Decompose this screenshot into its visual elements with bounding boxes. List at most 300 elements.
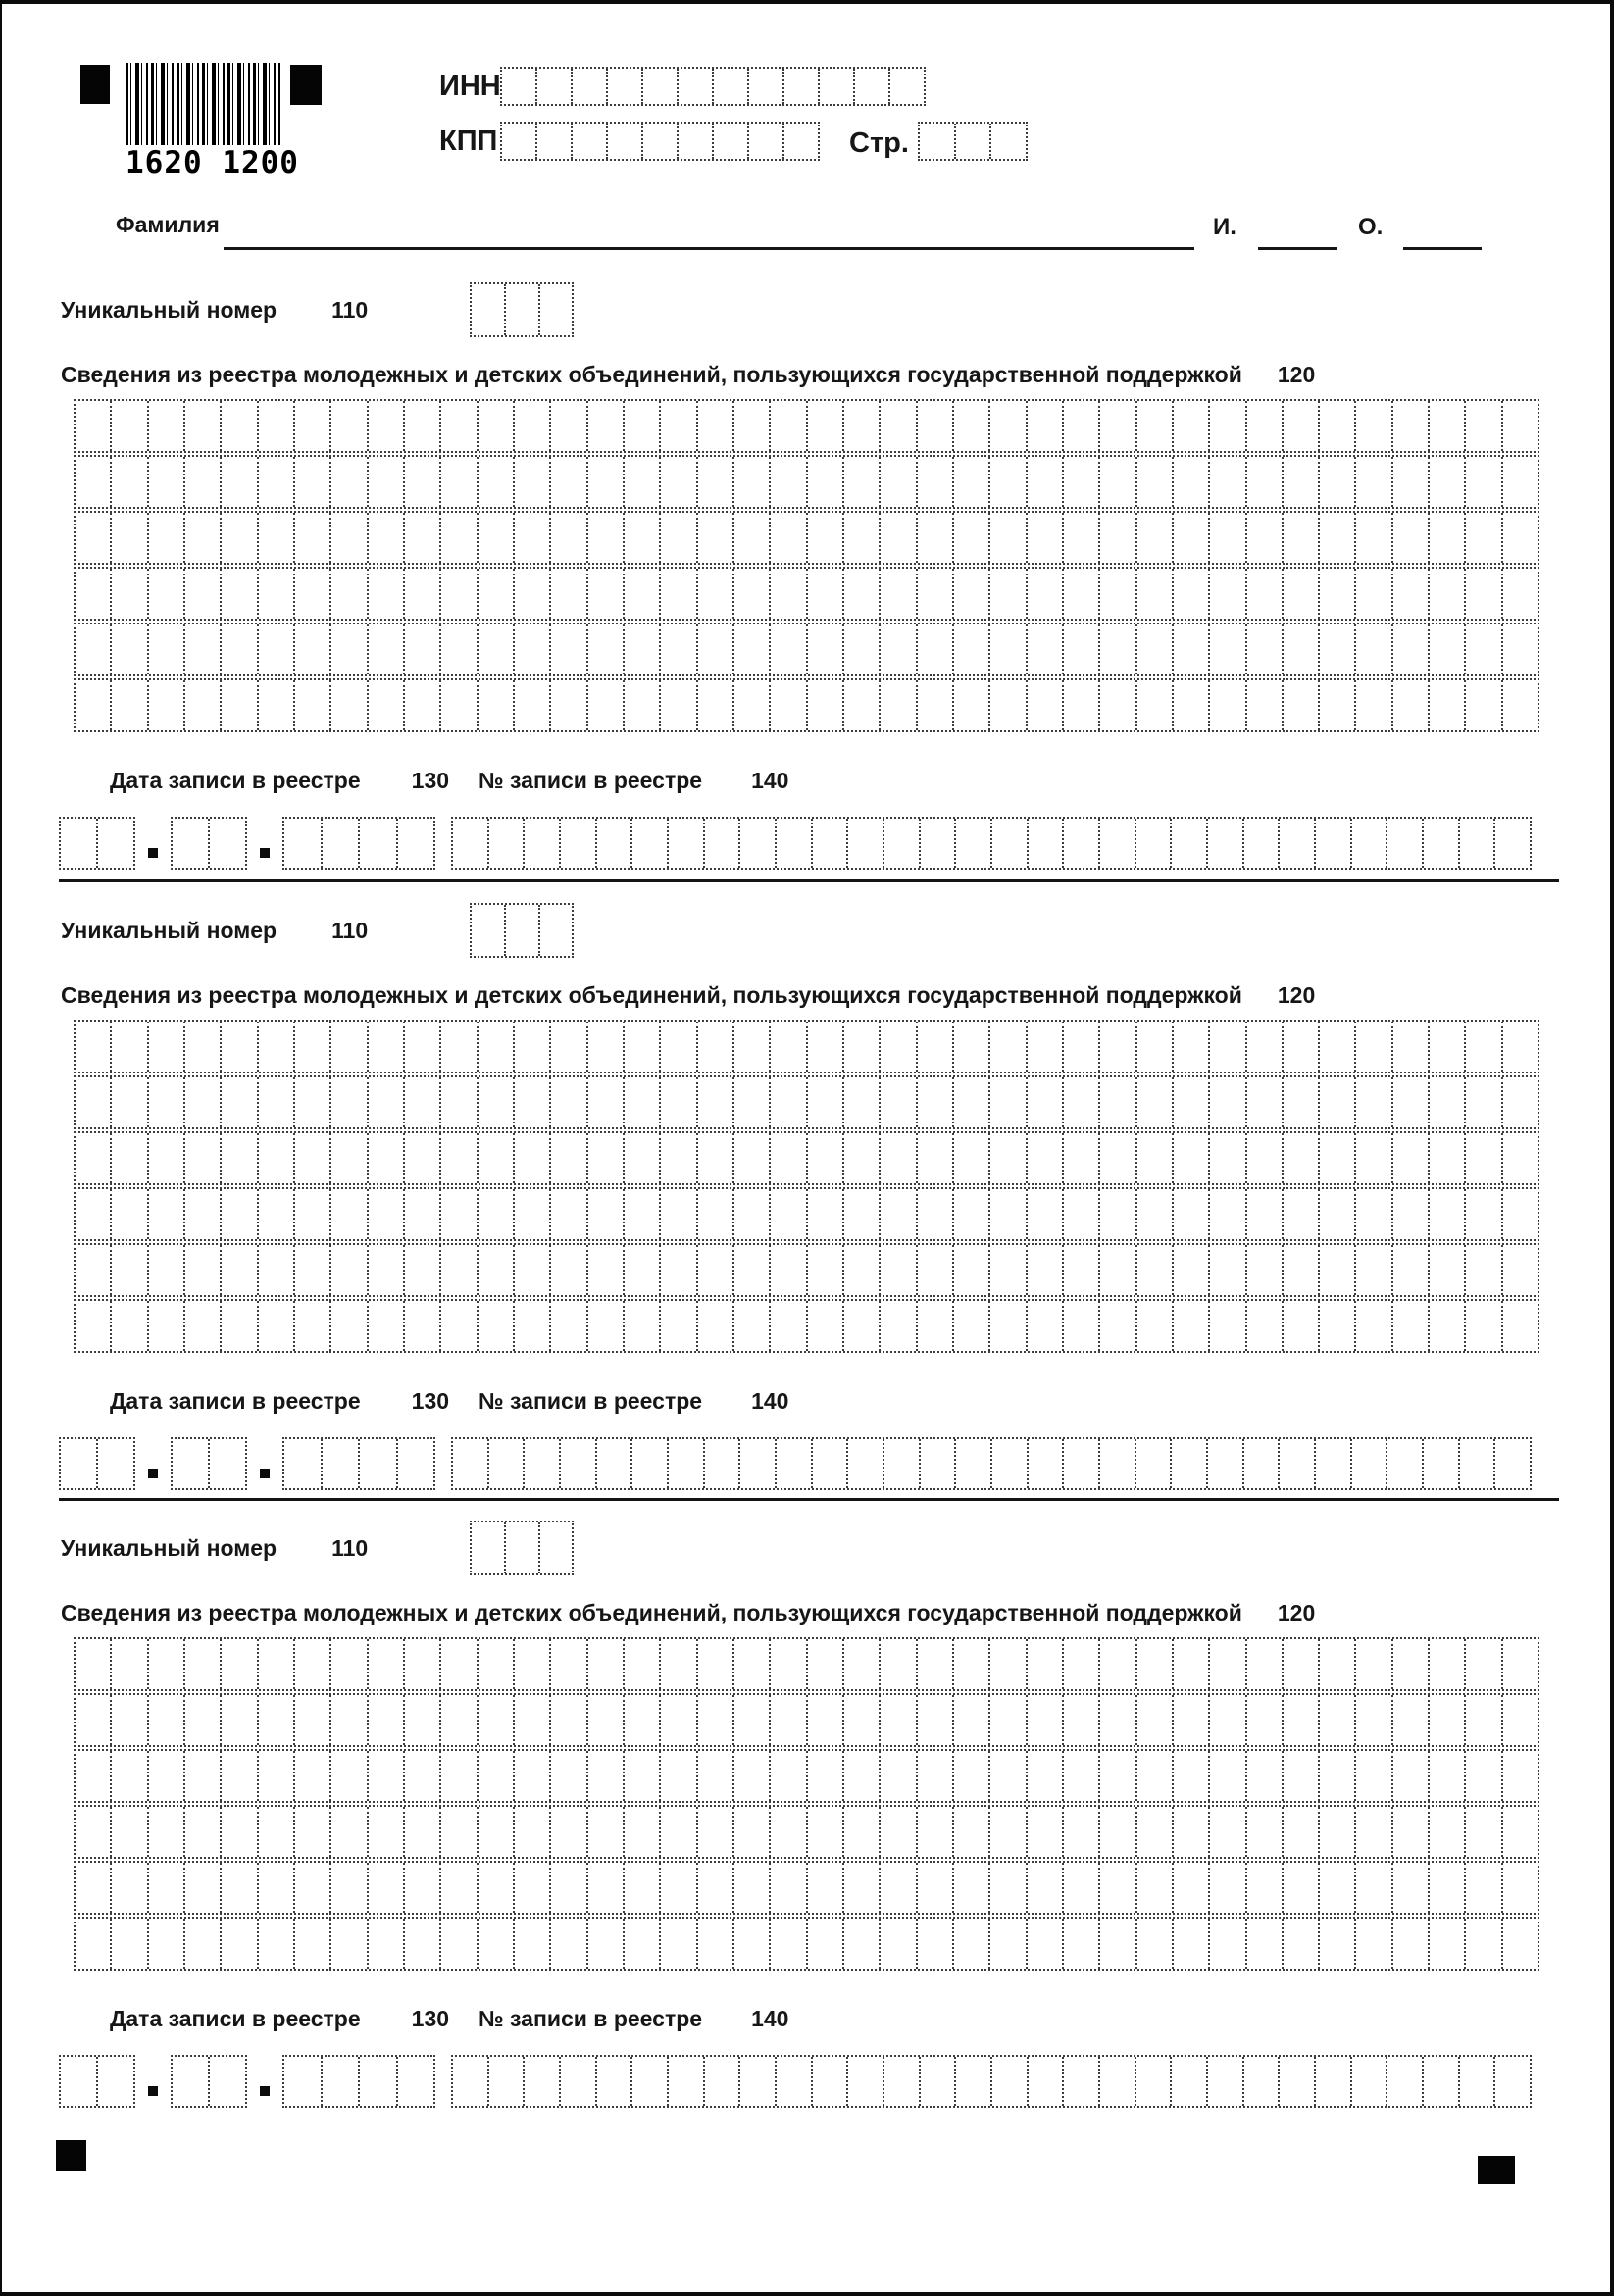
char-cell — [732, 457, 769, 507]
char-cell — [769, 1077, 805, 1127]
char-cell — [954, 1439, 990, 1488]
char-cell — [811, 1439, 847, 1488]
char-cell — [220, 1807, 256, 1857]
char-cell — [1206, 2057, 1242, 2106]
char-cell — [853, 69, 888, 104]
char-cell — [439, 680, 476, 730]
char-cell — [990, 1439, 1027, 1488]
char-cell — [732, 680, 769, 730]
char-cell — [703, 1439, 739, 1488]
char-cell — [1135, 401, 1172, 451]
char-cell — [403, 1863, 439, 1913]
char-cell — [403, 569, 439, 619]
char-cell — [806, 1245, 842, 1295]
char-cell — [769, 1807, 805, 1857]
char-cell — [1242, 2057, 1279, 2106]
field-code-130: 130 — [411, 1388, 450, 1414]
char-cell — [403, 680, 439, 730]
char-cell — [1208, 680, 1244, 730]
char-cell — [732, 1077, 769, 1127]
char-cell — [1098, 2057, 1135, 2106]
char-cell-row — [74, 678, 1539, 732]
char-cell — [403, 1133, 439, 1183]
char-cell — [367, 680, 403, 730]
char-cell — [477, 680, 513, 730]
char-cell — [916, 1863, 952, 1913]
char-cell — [257, 401, 293, 451]
char-cell — [919, 1439, 955, 1488]
registry-date-label: Дата записи в реестре — [110, 768, 361, 793]
char-cell — [257, 513, 293, 563]
char-cell — [1245, 624, 1282, 674]
char-cell — [586, 1919, 623, 1969]
char-cell — [1318, 1077, 1354, 1127]
char-cell — [1208, 1022, 1244, 1072]
char-cell — [1098, 1919, 1135, 1969]
char-cell — [110, 1301, 146, 1351]
char-cell-row — [282, 817, 435, 870]
char-cell — [879, 401, 915, 451]
char-cell — [659, 680, 695, 730]
char-cell — [586, 624, 623, 674]
char-cell — [806, 569, 842, 619]
registry-info-label: Сведения из реестра молодежных и детских объединений, пользующихся государственной поддержкой — [61, 982, 1242, 1008]
char-cell — [732, 1807, 769, 1857]
char-cell — [329, 1077, 366, 1127]
scan-edge-top — [0, 0, 1614, 4]
char-cell — [220, 1695, 256, 1745]
char-cell — [208, 819, 245, 868]
char-cell — [595, 819, 631, 868]
date-separator-dot — [148, 2086, 158, 2096]
first-initial-line — [1258, 247, 1337, 250]
char-cell — [513, 1189, 549, 1239]
char-cell — [220, 680, 256, 730]
char-cell — [538, 905, 573, 956]
char-cell — [1026, 1189, 1062, 1239]
char-cell — [1172, 457, 1208, 507]
char-cell — [257, 624, 293, 674]
char-cell — [1428, 1919, 1464, 1969]
char-cell — [1282, 1751, 1318, 1801]
char-cell — [769, 1133, 805, 1183]
char-cell-row — [74, 1693, 1539, 1747]
char-cell — [782, 124, 818, 159]
char-cell — [1135, 1189, 1172, 1239]
char-cell — [183, 1751, 220, 1801]
char-cell — [879, 1189, 915, 1239]
char-cell — [586, 513, 623, 563]
char-cell — [549, 1807, 585, 1857]
char-cell — [659, 1695, 695, 1745]
char-cell — [988, 513, 1025, 563]
char-cell — [513, 457, 549, 507]
char-cell — [110, 680, 146, 730]
char-cell — [806, 513, 842, 563]
char-cell — [1208, 1189, 1244, 1239]
page-number-cells — [918, 122, 1028, 161]
char-cell — [988, 1695, 1025, 1745]
char-cell — [477, 401, 513, 451]
char-cell — [257, 569, 293, 619]
char-cell — [477, 1133, 513, 1183]
registration-mark-bottom-left — [56, 2140, 86, 2171]
section-separator — [59, 879, 1559, 882]
char-cell — [367, 401, 403, 451]
char-cell — [1282, 457, 1318, 507]
char-cell — [1354, 1919, 1390, 1969]
char-cell — [769, 1301, 805, 1351]
char-cell — [696, 1695, 732, 1745]
char-cell — [1062, 1439, 1098, 1488]
char-cell — [439, 401, 476, 451]
char-cell — [1391, 513, 1428, 563]
char-cell — [586, 1245, 623, 1295]
char-cell — [606, 124, 641, 159]
char-cell — [1026, 1639, 1062, 1689]
char-cell — [769, 1751, 805, 1801]
char-cell — [586, 569, 623, 619]
char-cell — [183, 1695, 220, 1745]
char-cell — [1135, 1301, 1172, 1351]
date-group — [171, 817, 247, 870]
char-cell — [846, 1439, 883, 1488]
char-cell — [1428, 1245, 1464, 1295]
char-cell — [732, 401, 769, 451]
char-cell — [549, 457, 585, 507]
char-cell — [738, 2057, 775, 2106]
char-cell — [1501, 569, 1538, 619]
char-cell — [1208, 1695, 1244, 1745]
char-cell — [293, 1301, 329, 1351]
char-cell — [630, 1439, 667, 1488]
char-cell — [1062, 1022, 1098, 1072]
char-cell — [732, 1133, 769, 1183]
char-cell — [1318, 457, 1354, 507]
char-cell — [1172, 1301, 1208, 1351]
char-cell — [477, 1022, 513, 1072]
char-cell — [1354, 680, 1390, 730]
char-cell — [1464, 624, 1500, 674]
char-cell — [183, 624, 220, 674]
char-cell — [1350, 819, 1387, 868]
char-cell — [439, 1863, 476, 1913]
char-cell — [879, 680, 915, 730]
char-cell — [1245, 401, 1282, 451]
char-cell — [732, 624, 769, 674]
char-cell — [1318, 569, 1354, 619]
char-cell — [1062, 1919, 1098, 1969]
char-cell — [1458, 1439, 1494, 1488]
char-cell-row — [74, 1917, 1539, 1971]
char-cell — [667, 2057, 703, 2106]
char-cell — [988, 1863, 1025, 1913]
char-cell — [367, 1133, 403, 1183]
date-separator-dot — [148, 1469, 158, 1478]
char-cell — [96, 1439, 133, 1488]
char-cell-row — [74, 567, 1539, 621]
char-cell — [769, 569, 805, 619]
char-cell — [1428, 1863, 1464, 1913]
char-cell — [769, 1639, 805, 1689]
registry-info-label: Сведения из реестра молодежных и детских объединений, пользующихся государственной поддержкой — [61, 1600, 1242, 1625]
char-cell — [696, 401, 732, 451]
char-cell — [571, 69, 606, 104]
inn-cells — [500, 67, 926, 106]
char-cell — [96, 2057, 133, 2106]
char-cell — [1318, 1751, 1354, 1801]
char-cell — [439, 1133, 476, 1183]
char-cell — [1318, 1863, 1354, 1913]
char-cell — [1318, 1189, 1354, 1239]
char-cell — [403, 1189, 439, 1239]
inn-label: ИНН — [439, 71, 501, 102]
char-cell — [988, 624, 1025, 674]
char-cell — [1318, 1639, 1354, 1689]
char-cell — [769, 1245, 805, 1295]
char-cell — [220, 569, 256, 619]
char-cell — [76, 1133, 110, 1183]
char-cell — [110, 1077, 146, 1127]
char-cell — [403, 457, 439, 507]
char-cell — [513, 513, 549, 563]
char-cell — [1135, 1245, 1172, 1295]
char-cell — [1464, 1807, 1500, 1857]
char-cell-row — [74, 399, 1539, 453]
char-cell — [916, 569, 952, 619]
char-cell — [1391, 1863, 1428, 1913]
char-cell — [535, 124, 571, 159]
char-cell — [990, 2057, 1027, 2106]
char-cell — [110, 1751, 146, 1801]
char-cell-row — [74, 1131, 1539, 1185]
char-cell — [1464, 569, 1500, 619]
char-cell — [1135, 1439, 1171, 1488]
char-cell — [586, 401, 623, 451]
char-cell — [1208, 1639, 1244, 1689]
char-cell — [916, 1639, 952, 1689]
char-cell — [257, 1189, 293, 1239]
char-cell — [1098, 1022, 1135, 1072]
char-cell — [147, 401, 183, 451]
char-cell — [769, 680, 805, 730]
char-cell — [220, 1751, 256, 1801]
char-cell — [538, 1522, 573, 1573]
char-cell — [1354, 401, 1390, 451]
scan-edge-bottom — [0, 2292, 1614, 2296]
char-cell — [1026, 1919, 1062, 1969]
char-cell — [1428, 1639, 1464, 1689]
char-cell — [549, 1245, 585, 1295]
char-cell — [1428, 624, 1464, 674]
char-cell — [811, 2057, 847, 2106]
char-cell — [396, 1439, 434, 1488]
char-cell — [1026, 1863, 1062, 1913]
char-cell — [1062, 401, 1098, 451]
registry-date-label: Дата записи в реестре — [110, 2006, 361, 2031]
char-cell — [110, 1863, 146, 1913]
char-cell — [183, 457, 220, 507]
char-cell — [916, 457, 952, 507]
char-cell — [367, 1919, 403, 1969]
char-cell — [1282, 1807, 1318, 1857]
char-cell — [879, 569, 915, 619]
char-cell — [696, 569, 732, 619]
char-cell — [1172, 1863, 1208, 1913]
char-cell — [1135, 1751, 1172, 1801]
char-cell — [549, 513, 585, 563]
char-cell — [769, 457, 805, 507]
char-cell — [1501, 1245, 1538, 1295]
char-cell — [952, 1301, 988, 1351]
char-cell — [747, 124, 782, 159]
char-cell — [1464, 401, 1500, 451]
char-cell — [1172, 1245, 1208, 1295]
char-cell — [1208, 1863, 1244, 1913]
char-cell — [76, 457, 110, 507]
char-cell — [1242, 1439, 1279, 1488]
unique-number-cells — [419, 903, 523, 958]
char-cell — [1464, 1919, 1500, 1969]
char-cell — [487, 2057, 524, 2106]
char-cell — [147, 1807, 183, 1857]
char-cell — [842, 1133, 879, 1183]
char-cell — [477, 1077, 513, 1127]
char-cell — [1026, 513, 1062, 563]
char-cell — [329, 1919, 366, 1969]
char-cell — [329, 680, 366, 730]
field-code-130: 130 — [411, 2006, 450, 2031]
char-cell — [549, 624, 585, 674]
char-cell — [806, 1807, 842, 1857]
char-cell — [916, 680, 952, 730]
char-cell — [329, 401, 366, 451]
char-cell — [1493, 819, 1530, 868]
char-cell — [208, 2057, 245, 2106]
char-cell — [842, 680, 879, 730]
char-cell — [1098, 569, 1135, 619]
char-cell — [842, 1695, 879, 1745]
char-cell — [1245, 1807, 1282, 1857]
char-cell-row — [470, 282, 574, 337]
char-cell — [1172, 680, 1208, 730]
char-cell — [1098, 819, 1135, 868]
char-cell — [1098, 1807, 1135, 1857]
char-cell — [439, 569, 476, 619]
char-cell — [358, 2057, 396, 2106]
char-cell — [916, 1077, 952, 1127]
char-cell — [1282, 1863, 1318, 1913]
char-cell — [1135, 1695, 1172, 1745]
char-cell — [1501, 1022, 1538, 1072]
char-cell — [732, 1751, 769, 1801]
char-cell — [732, 1189, 769, 1239]
char-cell-row — [500, 67, 926, 106]
char-cell — [696, 1863, 732, 1913]
char-cell — [1172, 1077, 1208, 1127]
char-cell — [1354, 624, 1390, 674]
char-cell — [1282, 1301, 1318, 1351]
char-cell — [110, 401, 146, 451]
char-cell — [513, 1133, 549, 1183]
char-cell — [659, 401, 695, 451]
kpp-label: КПП — [439, 125, 498, 157]
char-cell — [1098, 1695, 1135, 1745]
record-number-cells — [451, 2055, 1532, 2108]
char-cell — [952, 1189, 988, 1239]
char-cell — [571, 124, 606, 159]
char-cell — [147, 1133, 183, 1183]
char-cell — [1172, 1189, 1208, 1239]
char-cell-row — [74, 1299, 1539, 1353]
char-cell — [559, 1439, 595, 1488]
date-separator-dot — [148, 848, 158, 858]
char-cell — [76, 1022, 110, 1072]
char-cell — [1464, 1022, 1500, 1072]
char-cell — [183, 1077, 220, 1127]
char-cell — [173, 2057, 208, 2106]
char-cell — [659, 1639, 695, 1689]
char-cell — [220, 1863, 256, 1913]
char-cell-row — [74, 1861, 1539, 1915]
char-cell — [916, 1133, 952, 1183]
char-cell — [623, 1022, 659, 1072]
char-cell — [954, 819, 990, 868]
char-cell — [549, 1695, 585, 1745]
char-cell — [696, 1133, 732, 1183]
char-cell — [183, 513, 220, 563]
char-cell — [1098, 1863, 1135, 1913]
char-cell — [1428, 1133, 1464, 1183]
char-cell — [549, 401, 585, 451]
char-cell-row — [74, 1805, 1539, 1859]
char-cell — [952, 569, 988, 619]
char-cell — [703, 2057, 739, 2106]
char-cell — [1062, 1133, 1098, 1183]
char-cell — [1464, 1077, 1500, 1127]
char-cell — [220, 513, 256, 563]
char-cell — [293, 1189, 329, 1239]
char-cell-row — [171, 1437, 247, 1490]
char-cell — [257, 1919, 293, 1969]
char-cell — [952, 401, 988, 451]
char-cell — [1208, 569, 1244, 619]
form-barcode — [126, 63, 299, 180]
char-cell — [623, 1133, 659, 1183]
char-cell — [1422, 1439, 1458, 1488]
char-cell — [1098, 1639, 1135, 1689]
char-cell — [879, 1077, 915, 1127]
char-cell — [842, 457, 879, 507]
char-cell — [1428, 457, 1464, 507]
char-cell — [284, 2057, 321, 2106]
char-cell — [183, 1245, 220, 1295]
char-cell — [403, 1751, 439, 1801]
char-cell — [1318, 1919, 1354, 1969]
char-cell — [1245, 1133, 1282, 1183]
char-cell — [712, 69, 747, 104]
char-cell — [559, 819, 595, 868]
date-label-row — [110, 1388, 449, 1415]
char-cell — [1464, 1245, 1500, 1295]
char-cell — [1354, 1189, 1390, 1239]
char-cell — [659, 1022, 695, 1072]
char-cell — [1208, 1751, 1244, 1801]
char-cell — [513, 1919, 549, 1969]
char-cell — [293, 680, 329, 730]
char-cell — [220, 1133, 256, 1183]
char-cell — [696, 1245, 732, 1295]
